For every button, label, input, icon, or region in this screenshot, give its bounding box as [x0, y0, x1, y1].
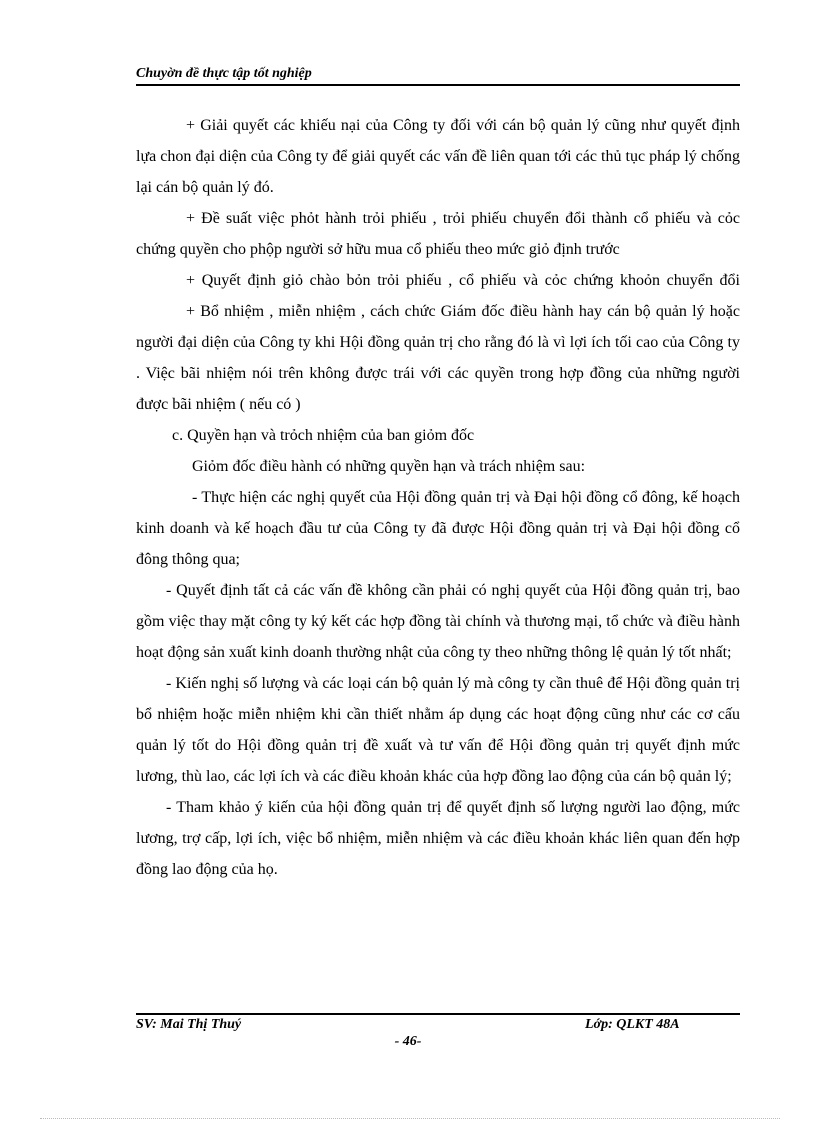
paragraph-bond-issuance: + Đề suất việc phỏt hành trỏi phiếu , trỏi phiếu chuyển đổi thành cổ phiếu và cỏc chứng quyền cho phộp người sở hữu mua cổ phiếu theo mức giỏ định trước [136, 210, 740, 258]
paragraph-offer-price: + Quyết định giỏ chào bỏn trỏi phiếu , cổ phiếu và cỏc chứng khoỏn chuyển đổi [186, 272, 740, 289]
footer-divider [136, 1013, 740, 1015]
paragraph-recommend-staff: - Kiến nghị số lượng và các loại cán bộ quản lý mà công ty cần thuê để Hội đồng quản trị bổ nhiệm hoặc miễn nhiệm khi cần thiết nhằm áp dụng các hoạt động cũng như các cơ cấu quản lý tốt do Hội đồng quản trị đề xuất và tư vấn để Hội đồng quản trị quyết định mức lương, thù lao, các lợi ích và các điều khoản khác của hợp đồng lao động của cán bộ quản lý; [136, 675, 740, 785]
footer-author: SV: Mai Thị Thuý [136, 1017, 242, 1032]
footer-class: Lớp: QLKT 48A [585, 1017, 680, 1032]
paragraph-director-intro: Giỏm đốc điều hành có những quyền hạn và trách nhiệm sau: [192, 458, 586, 475]
paragraph-implement-resolutions: - Thực hiện các nghị quyết của Hội đồng quản trị và Đại hội đồng cổ đông, kế hoạch kinh doanh và kế hoạch đầu tư của Công ty đã được Hội đồng quản trị và Đại hội đồng cổ đông thông qua; [136, 489, 740, 568]
document-body [136, 110, 740, 885]
section-heading-directors: c. Quyền hạn và trỏch nhiệm của ban giỏm đốc [172, 427, 475, 444]
paragraph-decide-issues: - Quyết định tất cả các vấn đề không cần phải có nghị quyết của Hội đồng quản trị, bao gồm việc thay mặt công ty ký kết các hợp đồng tài chính và thương mại, tổ chức và điều hành hoạt động sản xuất kinh doanh thường nhật của công ty theo những thông lệ quản lý tốt nhất; [136, 582, 740, 661]
paragraph-complaints: + Giải quyết các khiếu nại của Công ty đối với cán bộ quản lý cũng như quyết định lựa chon đại diện của Công ty để giải quyết các vấn đề liên quan tới các thủ tục pháp lý chống lại cán bộ quản lý đó. [136, 117, 740, 196]
paragraph-consult-board: - Tham khảo ý kiến của hội đồng quản trị để quyết định số lượng người lao động, mức lương, trợ cấp, lợi ích, việc bổ nhiệm, miễn nhiệm và các điều khoản khác liên quan đến hợp đồng lao động của họ. [136, 799, 740, 878]
paragraph-appointment: + Bổ nhiệm , miễn nhiệm , cách chức Giám đốc điều hành hay cán bộ quản lý hoặc người đại diện của Công ty khi Hội đồng quản trị cho rằng đó là vì lợi ích tối cao của Công ty . Việc bãi nhiệm nói trên không được trái với các quyền trong hợp đồng của những người được bãi nhiệm ( nếu có ) [136, 303, 740, 413]
page-edge-divider [40, 1118, 780, 1119]
page-header: Chuyờn đề thực tập tốt nghiệp [136, 66, 740, 86]
page-number: - 46- [394, 1034, 422, 1049]
